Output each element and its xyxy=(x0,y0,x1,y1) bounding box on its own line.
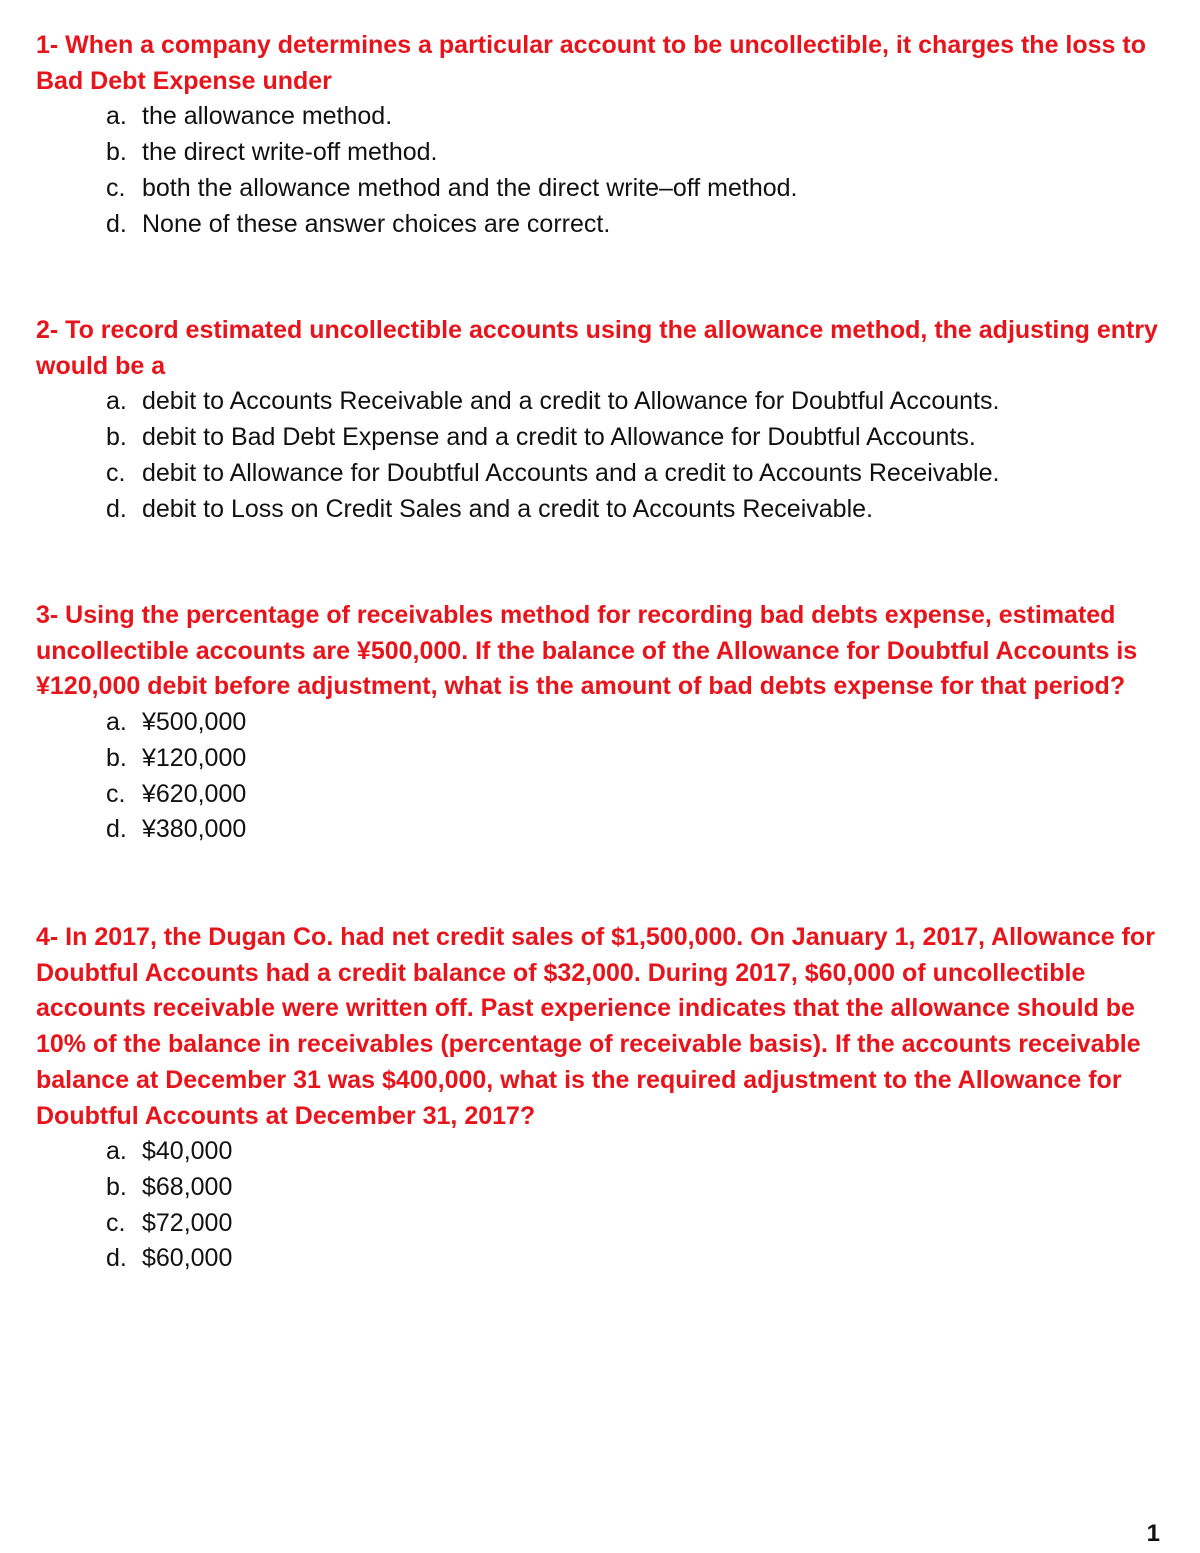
question-3-option-c xyxy=(106,777,1176,813)
option-letter: d. xyxy=(106,815,127,844)
question-4-option-a xyxy=(106,1134,1176,1170)
question-2-option-c xyxy=(106,456,1176,492)
option-text: $60,000 xyxy=(142,1244,233,1273)
question-2-text: 2- To record estimated uncollectible accounts using the allowance method, the adjusting entry would be a xyxy=(36,316,1158,380)
question-2 xyxy=(36,313,1176,527)
option-letter: b. xyxy=(106,743,127,772)
question-1-text: 1- When a company determines a particular account to be uncollectible, it charges the loss to Bad Debt Expense under xyxy=(36,31,1146,95)
option-text: debit to Loss on Credit Sales and a credit to Accounts Receivable. xyxy=(142,494,873,523)
option-letter: b. xyxy=(106,138,127,167)
option-letter: a. xyxy=(106,387,127,416)
question-1-option-b xyxy=(106,135,1176,171)
question-1-option-d xyxy=(106,207,1176,243)
question-2-option-b xyxy=(106,420,1176,456)
question-3-options xyxy=(36,705,1176,848)
question-2-options xyxy=(36,384,1176,527)
question-1 xyxy=(36,28,1176,242)
option-text: ¥620,000 xyxy=(142,779,247,808)
question-3-option-b xyxy=(106,741,1176,777)
question-4-text: 4- In 2017, the Dugan Co. had net credit sales of $1,500,000. On January 1, 2017, Allowance for Doubtful Accounts had a credit balance of $32,000. During 2017, $60,000 of uncollectible accounts receivable were written off. Past experience indicates that the allowance should be 10% of the balance in receivables (percentage of receivable basis). If the accounts receivable balance at December 31 was $400,000, what is the required adjustment to the Allowance for Doubtful Accounts at December 31, 2017? xyxy=(36,923,1155,1130)
question-4-option-c xyxy=(106,1206,1176,1242)
question-3-option-d xyxy=(106,812,1176,848)
option-text: both the allowance method and the direct write–off method. xyxy=(142,173,798,202)
option-letter: d. xyxy=(106,1244,127,1273)
question-1-option-c xyxy=(106,171,1176,207)
question-2-option-d xyxy=(106,492,1176,528)
option-letter: d. xyxy=(106,209,127,238)
option-letter: c. xyxy=(106,779,126,808)
question-2-option-a xyxy=(106,384,1176,420)
option-text: ¥380,000 xyxy=(142,815,247,844)
page-number: 1 xyxy=(1146,1520,1160,1547)
option-letter: a. xyxy=(106,1137,127,1166)
option-text: $68,000 xyxy=(142,1172,233,1201)
option-letter: c. xyxy=(106,173,126,202)
option-letter: a. xyxy=(106,708,127,737)
option-text: $40,000 xyxy=(142,1137,233,1166)
option-letter: d. xyxy=(106,494,127,523)
question-1-options xyxy=(36,99,1176,242)
option-letter: c. xyxy=(106,458,126,487)
option-text: None of these answer choices are correct. xyxy=(142,209,611,238)
option-text: the direct write-off method. xyxy=(142,138,438,167)
question-4-option-b xyxy=(106,1170,1176,1206)
option-text: ¥500,000 xyxy=(142,708,247,737)
option-text: debit to Allowance for Doubtful Accounts and a credit to Accounts Receivable. xyxy=(142,458,1000,487)
question-4 xyxy=(36,920,1176,1277)
question-4-option-d xyxy=(106,1241,1176,1277)
question-3 xyxy=(36,598,1176,848)
option-letter: b. xyxy=(106,1172,127,1201)
option-letter: c. xyxy=(106,1208,126,1237)
option-text: $72,000 xyxy=(142,1208,233,1237)
option-text: debit to Accounts Receivable and a credit to Allowance for Doubtful Accounts. xyxy=(142,387,1000,416)
option-letter: b. xyxy=(106,423,127,452)
option-text: debit to Bad Debt Expense and a credit to Allowance for Doubtful Accounts. xyxy=(142,423,976,452)
question-1-option-a xyxy=(106,99,1176,135)
question-3-option-a xyxy=(106,705,1176,741)
option-text: ¥120,000 xyxy=(142,743,247,772)
option-letter: a. xyxy=(106,102,127,131)
question-3-text: 3- Using the percentage of receivables method for recording bad debts expense, estimated uncollectible accounts are ¥500,000. If the balance of the Allowance for Doubtful Accounts is ¥120,000 debit before adjustment, what is the amount of bad debts expense for that period? xyxy=(36,601,1138,701)
option-text: the allowance method. xyxy=(142,102,393,131)
question-4-options xyxy=(36,1134,1176,1277)
